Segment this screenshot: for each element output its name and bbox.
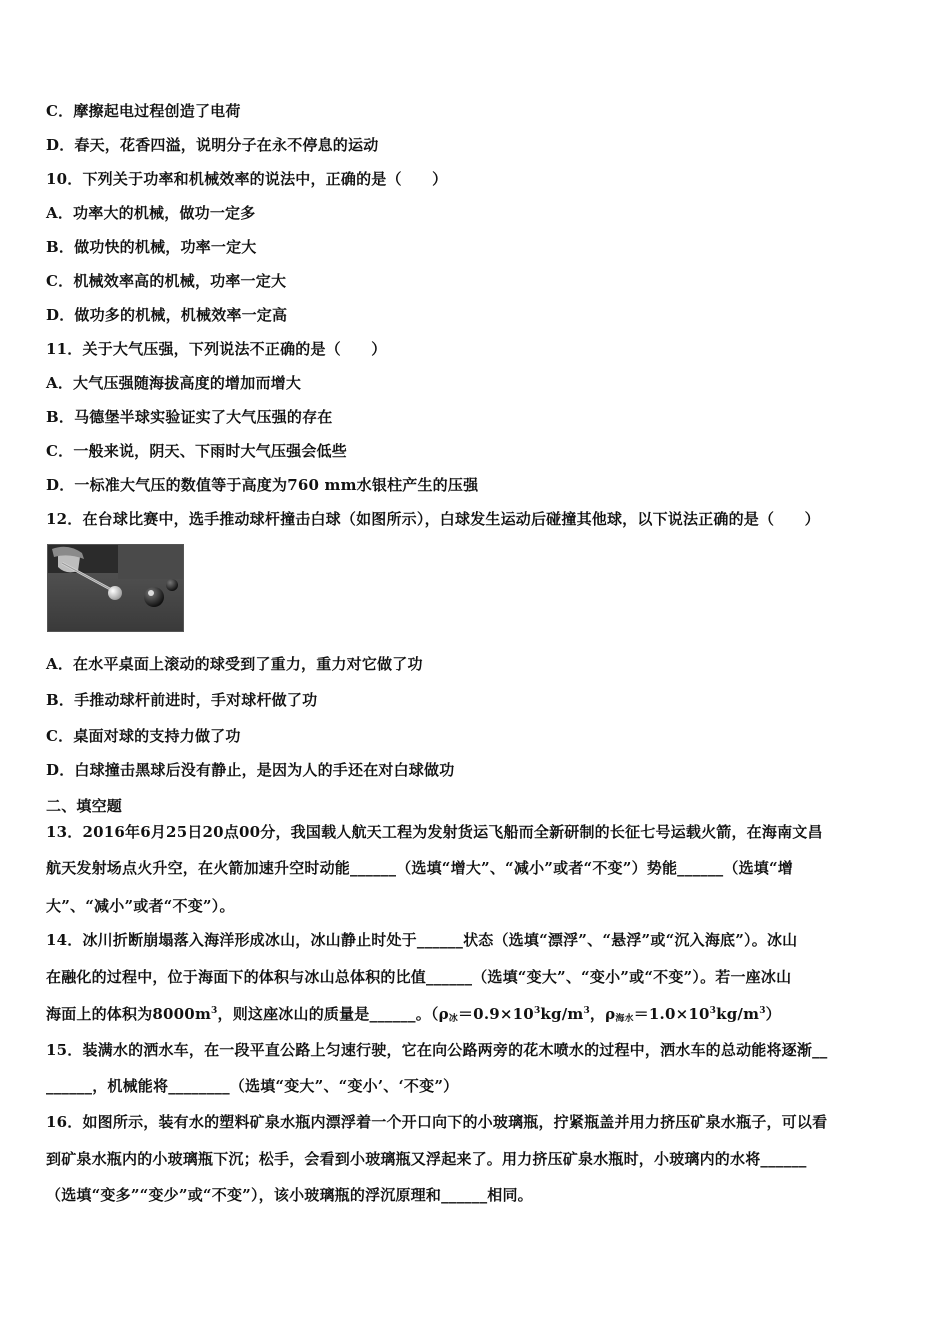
q14-line-3 xyxy=(46,1004,781,1024)
q9-option-c: C．摩擦起电过程创造了电荷 xyxy=(46,102,241,120)
q13-line-3: 大”、“减小”或者“不变”）。 xyxy=(46,897,235,915)
q14-sup-1: 3 xyxy=(211,1006,218,1016)
q10-option-a: A．功率大的机械，做功一定多 xyxy=(46,204,256,222)
q11-option-d: D．一标准大气压的数值等于高度为760 mm水银柱产生的压强 xyxy=(46,476,479,494)
q14-text-8: ） xyxy=(765,1005,781,1023)
q14-text-1: 海面上的体积为8000m xyxy=(46,1005,212,1023)
q12-option-c: C．桌面对球的支持力做了功 xyxy=(46,727,241,745)
q14-text-5: ，ρ xyxy=(589,1005,616,1023)
q10-option-b: B．做功快的机械，功率一定大 xyxy=(46,238,257,256)
q15-line-1: 15．装满水的洒水车，在一段平直公路上匀速行驶，它在向公路两旁的花木喷水的过程中，洒水车的总动能将逐渐__ xyxy=(46,1041,828,1059)
q14-sup-4: 3 xyxy=(709,1006,717,1016)
q14-text-4: kg/m xyxy=(540,1005,584,1023)
q14-text-3: ＝0.9×10 xyxy=(457,1005,534,1023)
billiards-illustration xyxy=(48,545,183,631)
q11-stem: 11．关于大气压强，下列说法不正确的是（ ） xyxy=(46,340,387,358)
q11-option-c: C．一般来说，阴天、下雨时大气压强会低些 xyxy=(46,442,347,460)
q14-text-2: ，则这座冰山的质量是______。（ρ xyxy=(217,1005,449,1023)
billiards-photo xyxy=(47,544,184,632)
q15-line-2: ______，机械能将________（选填“变大”、“变小’、‘不变”） xyxy=(46,1077,459,1095)
q14-sub-ice: 冰 xyxy=(448,1014,458,1024)
q14-sup-3: 3 xyxy=(583,1006,590,1016)
q16-line-1: 16．如图所示，装有水的塑料矿泉水瓶内漂浮着一个开口向下的小玻璃瓶，拧紧瓶盖并用力挤压矿泉水瓶子，可以看 xyxy=(46,1113,828,1131)
q16-line-3: （选填“变多”“变少”或“不变”），该小玻璃瓶的浮沉原理和______相同。 xyxy=(46,1186,533,1204)
q12-option-d: D．白球撞击黑球后没有静止，是因为人的手还在对白球做功 xyxy=(46,761,455,779)
q12-stem: 12．在台球比赛中，选手推动球杆撞击白球（如图所示），白球发生运动后碰撞其他球，以下说法正确的是（ ） xyxy=(46,510,820,528)
q14-sup-5: 3 xyxy=(759,1006,766,1016)
q12-option-b: B．手推动球杆前进时，手对球杆做了功 xyxy=(46,691,318,709)
q12-option-a: A．在水平桌面上滚动的球受到了重力，重力对它做了功 xyxy=(46,655,423,673)
q14-sub-sea: 海水 xyxy=(615,1014,634,1024)
q14-sup-2: 3 xyxy=(533,1006,541,1016)
q13-line-1: 13．2016年6月25日20点00分，我国载人航天工程为发射货运飞船而全新研制的长征七号运载火箭，在海南文昌 xyxy=(46,823,823,841)
q14-line-2: 在融化的过程中，位于海面下的体积与冰山总体积的比值______（选填“变大”、“变小”或“不变”）。若一座冰山 xyxy=(46,968,792,986)
q10-stem: 10．下列关于功率和机械效率的说法中，正确的是（ ） xyxy=(46,170,448,188)
q14-line-1: 14．冰川折断崩塌落入海洋形成冰山，冰山静止时处于______状态（选填“漂浮”、“悬浮”或“沉入海底”）。冰山 xyxy=(46,931,798,949)
q11-option-a: A．大气压强随海拔高度的增加而增大 xyxy=(46,374,302,392)
q13-line-2: 航天发射场点火升空，在火箭加速升空时动能______（选填“增大”、“减小”或者“不变”）势能______（选填“增 xyxy=(46,859,793,877)
q16-line-2: 到矿泉水瓶内的小玻璃瓶下沉；松手，会看到小玻璃瓶又浮起来了。用力挤压矿泉水瓶时，小玻璃内的水将______ xyxy=(46,1150,807,1168)
q9-option-d: D．春天，花香四溢，说明分子在永不停息的运动 xyxy=(46,136,379,154)
q10-option-d: D．做功多的机械，机械效率一定高 xyxy=(46,306,288,324)
section-heading-fill-in: 二、填空题 xyxy=(46,797,123,815)
q14-text-6: ＝1.0×10 xyxy=(633,1005,710,1023)
q14-text-7: kg/m xyxy=(716,1005,760,1023)
q11-option-b: B．马德堡半球实验证实了大气压强的存在 xyxy=(46,408,333,426)
q10-option-c: C．机械效率高的机械，功率一定大 xyxy=(46,272,287,290)
